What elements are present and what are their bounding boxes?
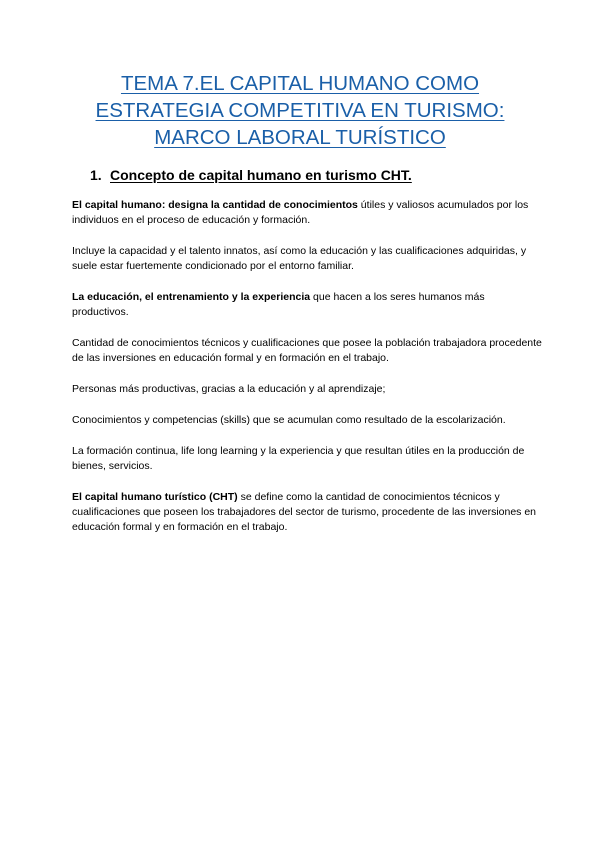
title-line-2: ESTRATEGIA COMPETITIVA EN TURISMO: <box>95 99 505 122</box>
section-heading <box>90 166 412 184</box>
paragraph-8-bold: El capital humano turístico (CHT) <box>72 491 238 503</box>
document-title <box>60 70 540 151</box>
paragraph-3-bold: La educación, el entrenamiento y la experiencia <box>72 291 311 303</box>
paragraph-1-bold: El capital humano: designa la cantidad de conocimientos <box>72 199 358 211</box>
paragraph-4: Cantidad de conocimientos técnicos y cualificaciones que posee la población trabajadora procedente de las inversiones en educación formal y en formación en el trabajo. <box>72 337 542 364</box>
paragraph-5: Personas más productivas, gracias a la educación y al aprendizaje; <box>72 383 386 395</box>
section-heading-text: Concepto de capital humano en turismo CHT. <box>110 167 412 183</box>
paragraph-8 <box>72 490 542 535</box>
paragraph-1-text: útiles y valiosos acumulados por los individuos en el proceso de educación y formación. <box>72 199 529 226</box>
paragraph-3-text: que hacen a los seres humanos más productivos. <box>72 291 485 318</box>
paragraph-3 <box>72 290 542 320</box>
title-line-3: MARCO LABORAL TURÍSTICO <box>154 126 446 149</box>
paragraph-8-text: se define como la cantidad de conocimientos técnicos y cualificaciones que poseen los trabajadores del sector de turismo, procedente de las inversiones en educación formal y en formación en el trabajo. <box>72 491 537 533</box>
section-number: 1. <box>90 167 102 183</box>
document-body <box>72 198 542 551</box>
title-line-1: TEMA 7.EL CAPITAL HUMANO COMO <box>120 72 480 95</box>
paragraph-7: La formación continua, life long learning y la experiencia y que resultan útiles en la producción de bienes, servicios. <box>72 445 525 472</box>
paragraph-2: Incluye la capacidad y el talento innatos, así como la educación y las cualificaciones adquiridas, y suele estar fuertemente condicionado por el entorno familiar. <box>72 245 527 272</box>
paragraph-1 <box>72 198 542 228</box>
paragraph-6: Conocimientos y competencias (skills) que se acumulan como resultado de la escolarización. <box>72 414 506 426</box>
